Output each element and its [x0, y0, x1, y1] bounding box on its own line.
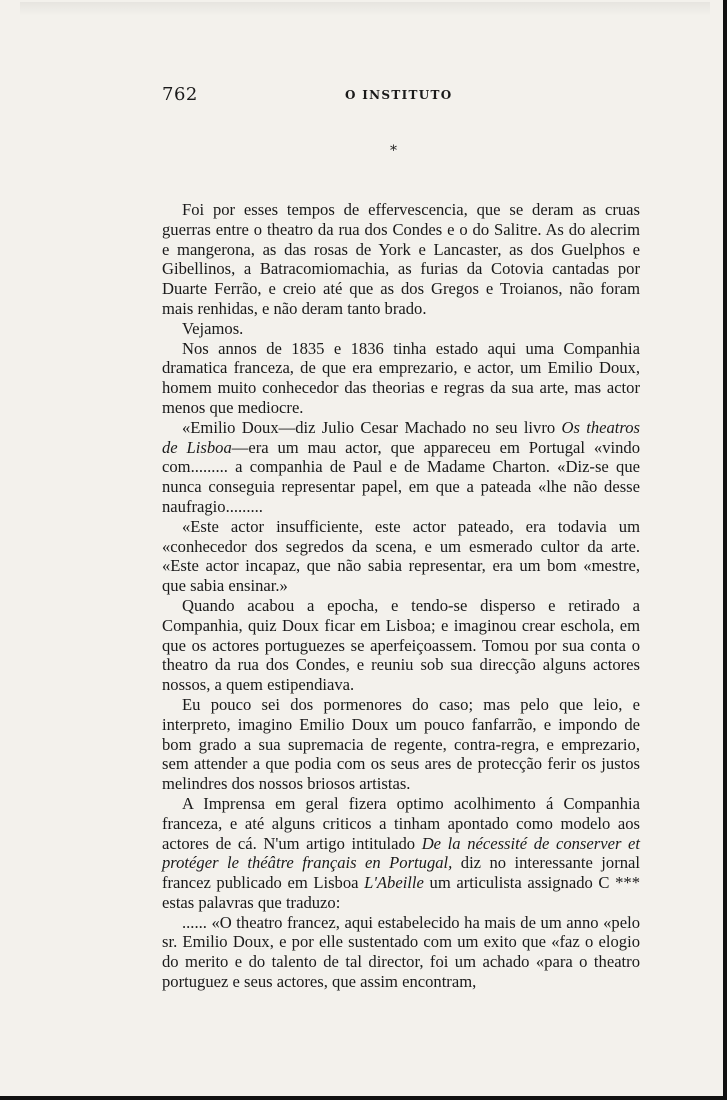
- newspaper-title: L'Abeille: [364, 873, 424, 893]
- paragraph: Foi por esses tempos de effervescencia, que se deram as cruas guerras entre o theatro da rua dos Condes e o do Salitre. As do alecrim e mangerona, as das rosas de York e Lancaster, as dos Guelphos e Gibellinos, a Batracomiomachia, as furias da Cotovia cantadas por Duarte Ferrão, e creio até que as dos Gregos e Troianos, não foram mais renhidas, e não deram tanto brado.: [162, 200, 640, 318]
- paragraph: Quando acabou a epocha, e tendo-se disperso e retirado a Companhia, quiz Doux ficar em Lisboa; e imaginou crear eschola, em que os actores portuguezes se aperfeiçoassem. Tomou por sua conta o theatro da rua dos Condes, e reuniu sob sua direcção alguns actores nossos, a quem estipendiava.: [162, 595, 640, 695]
- quote-text: —era um mau actor, que appareceu em Portugal «vindo com......... a companhia de Paul e de Madame Charton. «Diz-se que nunca conseguia representar papel, em que a pateada «lhe não desse naufragio.........: [162, 437, 640, 516]
- running-head: [162, 84, 642, 108]
- paragraph: ...... «O theatro francez, aqui estabelecido ha mais de um anno «pelo sr. Emilio Doux, e por elle sustentado com um exito que «faz o elogio do merito e do talento de tal director, foi um achado «para o theatro portuguez e seus actores, que assim encontram,: [162, 912, 640, 992]
- paragraph: Vejamos.: [182, 318, 244, 338]
- quote-text: «Emilio Doux—diz Julio Cesar Machado no seu livro: [182, 417, 562, 437]
- quote-paragraph: [162, 418, 640, 517]
- page-number: 762: [162, 84, 198, 105]
- journal-title: O INSTITUTO: [345, 88, 453, 102]
- paragraph: «Este actor insufficiente, este actor pateado, era todavia um «conhecedor dos segredos da scena, e um esmerado cultor da arte. «Este actor incapaz, que não sabia representar, era um bom «mestre, que sabia ensinar.»: [162, 516, 640, 596]
- paragraph-text: diz no interessante jornal francez publicado em Lisboa: [162, 853, 640, 893]
- press-paragraph: [162, 794, 640, 913]
- paragraph: Nos annos de 1835 e 1836 tinha estado aqui uma Companhia dramatica franceza, de que era emprezario, e actor, um Emilio Doux, homem muito conhecedor das theorias e regras da sua arte, mas actor menos que mediocre.: [162, 338, 640, 417]
- book-title: Os theatros de Lisboa: [162, 417, 640, 457]
- article-title: De la nécessité de conserver et protéger le théâtre français en Portugal,: [162, 833, 640, 873]
- section-asterisk: *: [390, 143, 397, 159]
- paragraph-text: um articulista assignado C *** estas palavras que traduzo:: [162, 873, 640, 912]
- body-text: [162, 200, 640, 992]
- paragraph: Eu pouco sei dos pormenores do caso; mas pelo que leio, e interpreto, imagino Emilio Doux um pouco fanfarrão, e impondo de bom grado a sua supremacia de regente, contra-regra, e emprezario, sem attender a que podia com os seus ares de protecção ferir os justos melindres dos nossos briosos artistas.: [162, 694, 640, 794]
- paragraph-text: A Imprensa em geral fizera optimo acolhimento á Companhia franceza, e até alguns criticos a tinham apontado como modelo aos actores de cá. N'um artigo intitulado: [162, 793, 640, 853]
